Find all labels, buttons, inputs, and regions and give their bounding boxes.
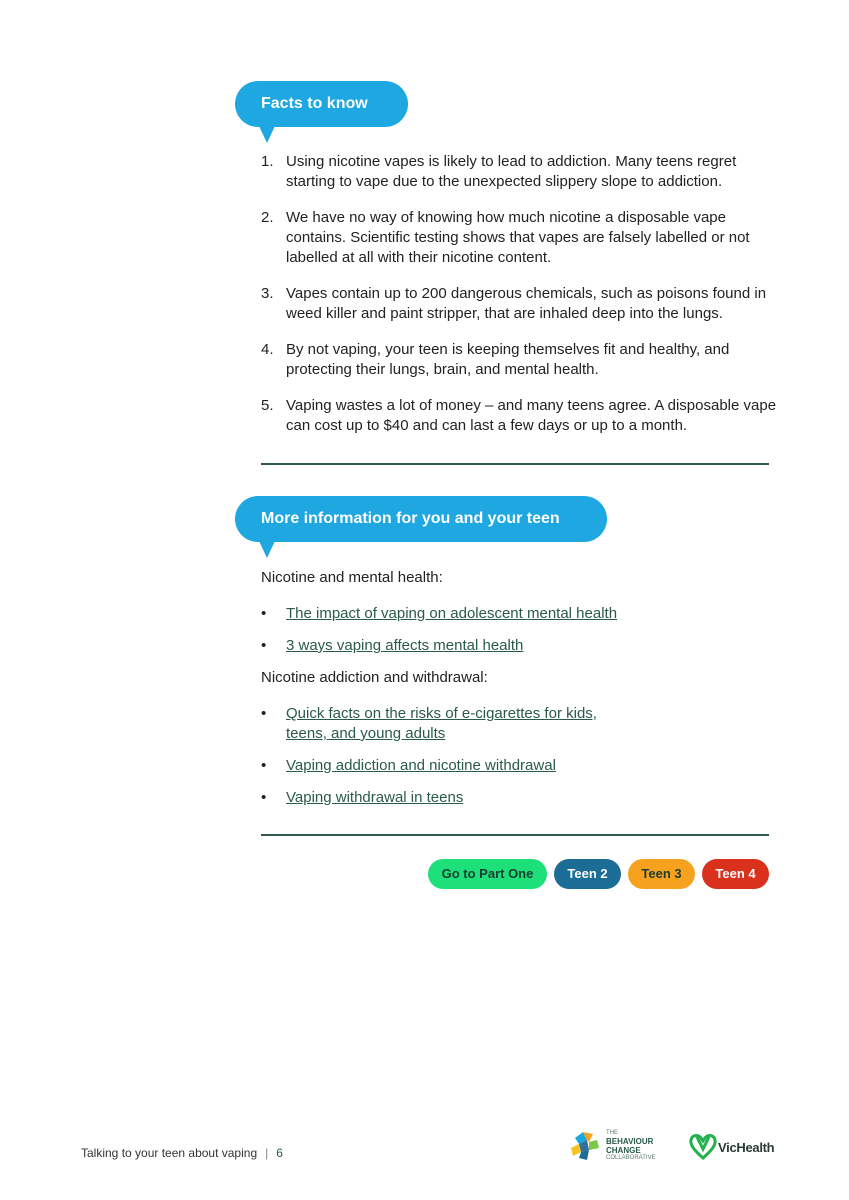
bullet: • — [261, 605, 267, 622]
facts-list — [261, 152, 786, 452]
link-3-ways-vaping[interactable]: 3 ways vaping affects mental health — [286, 637, 524, 654]
item-text: We have no way of knowing how much nicotine a disposable vape contains. Scientific testing shows that vapes are falsely labelled or not labelled at all with their nicotine content. — [286, 209, 750, 266]
item-text: By not vaping, your teen is keeping themselves fit and healthy, and protecting their lungs, brain, and mental health. — [286, 341, 730, 378]
go-to-part-one-button[interactable]: Go to Part One — [428, 859, 547, 889]
list-item — [261, 604, 617, 624]
link-quick-facts[interactable]: Quick facts on the risks of e-cigarettes for kids, teens, and young adults — [286, 705, 597, 742]
item-text: Vaping wastes a lot of money – and many teens agree. A disposable vape can cost up to $40 and can last a few days or up to a month. — [286, 397, 777, 434]
list-item — [261, 396, 786, 436]
vichealth-heart-icon — [688, 1132, 718, 1160]
link-vaping-withdrawal[interactable]: Vaping withdrawal in teens — [286, 789, 464, 806]
section-divider — [261, 463, 769, 465]
link-impact-of-vaping[interactable]: The impact of vaping on adolescent mental health — [286, 605, 618, 622]
link-vaping-addiction[interactable]: Vaping addiction and nicotine withdrawal — [286, 757, 556, 774]
list-item — [261, 208, 786, 268]
behaviour-change-collaborative-logo — [569, 1128, 669, 1164]
bullet: • — [261, 757, 267, 774]
item-text: Vapes contain up to 200 dangerous chemicals, such as poisons found in weed killer and paint stripper, that are inhaled deep into the lungs. — [286, 285, 767, 322]
item-number: 3. — [261, 285, 274, 302]
bcc-line-2: BEHAVIOUR — [606, 1137, 654, 1146]
bcc-mark-icon — [569, 1128, 605, 1164]
vichealth-wordmark: VicHealth — [718, 1140, 775, 1155]
section-divider — [261, 834, 769, 836]
vichealth-logo — [688, 1132, 775, 1160]
bcc-line-4: COLLABORATIVE — [606, 1155, 656, 1161]
bcc-wordmark — [606, 1130, 656, 1162]
footer-title: Talking to your teen about vaping — [81, 1146, 258, 1160]
bullet: • — [261, 705, 267, 722]
addiction-intro: Nicotine addiction and withdrawal: — [261, 669, 488, 686]
item-number: 2. — [261, 209, 274, 226]
list-item — [261, 152, 786, 192]
addiction-links — [261, 704, 626, 820]
list-item — [261, 756, 626, 776]
item-number: 1. — [261, 153, 274, 170]
bcc-line-3: CHANGE — [606, 1146, 641, 1155]
teen-4-button[interactable]: Teen 4 — [702, 859, 769, 889]
item-number: 5. — [261, 397, 274, 414]
page-footer — [81, 1146, 283, 1160]
list-item — [261, 636, 617, 656]
list-item — [261, 284, 786, 324]
more-info-heading: More information for you and your teen — [261, 510, 560, 527]
facts-heading: Facts to know — [261, 95, 368, 112]
facts-heading-bubble — [235, 81, 408, 127]
teen-2-button[interactable]: Teen 2 — [554, 859, 621, 889]
list-item — [261, 340, 786, 380]
list-item — [261, 788, 626, 808]
footer-separator: | — [265, 1146, 269, 1160]
bullet: • — [261, 789, 267, 806]
item-text: Using nicotine vapes is likely to lead to addiction. Many teens regret starting to vape due to the unexpected slippery slope to addiction. — [286, 153, 737, 190]
mental-health-intro: Nicotine and mental health: — [261, 569, 443, 586]
more-info-heading-bubble — [235, 496, 607, 542]
bcc-line-1: THE — [606, 1130, 618, 1136]
item-number: 4. — [261, 341, 274, 358]
list-item — [261, 704, 626, 744]
teen-3-button[interactable]: Teen 3 — [628, 859, 695, 889]
mental-health-links — [261, 604, 617, 668]
bullet: • — [261, 637, 267, 654]
page-number: 6 — [276, 1146, 283, 1160]
